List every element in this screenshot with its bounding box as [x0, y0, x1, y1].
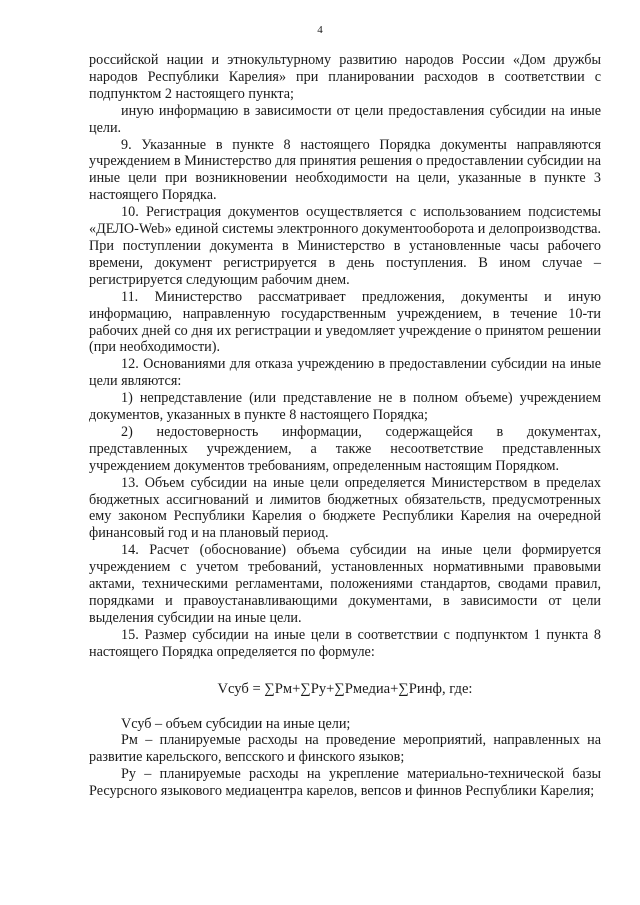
paragraph-item-13: 13. Объем субсидии на иные цели определяется Министерством в пределах бюджетных ассигнований и лимитов бюджетных обязательств, предусмотренных ему законом Республики Карелия о бюджете Республики Карелия на очередной финансовый год и на плановый период.	[89, 474, 601, 542]
paragraph-item-9: 9. Указанные в пункте 8 настоящего Порядка документы направляются учреждением в Министерство для принятия решения о предоставлении субсидии на иные цели при возникновении необходимости на цели, указанные в пункте 3 настоящего Порядка.	[89, 136, 601, 204]
paragraph-item-12: 12. Основаниями для отказа учреждению в предоставлении субсидии на иные цели являются:	[89, 356, 601, 390]
paragraph-item-10: 10. Регистрация документов осуществляется с использованием подсистемы «ДЕЛО-Web» единой системы электронного документооборота и делопроизводства. При поступлении документа в Министерство в установленные часы рабочего времени, документ регистрируется в день поступления. В ином случае – регистрируется следующим рабочим днем.	[89, 204, 601, 288]
definition-rm: Рм – планируемые расходы на проведение мероприятий, направленных на развитие карельского, вепсского и финского языков;	[89, 732, 601, 766]
paragraph: иную информацию в зависимости от цели предоставления субсидии на иные цели.	[89, 102, 601, 136]
paragraph: российской нации и этнокультурному развитию народов России «Дом дружбы народов Республики Карелия» при планировании расходов в соответствии с подпунктом 2 настоящего пункта;	[89, 52, 601, 102]
paragraph-item-11: 11. Министерство рассматривает предложения, документы и иную информацию, направленную государственным учреждением, в течение 10-ти рабочих дней со дня их регистрации и уведомляет учреждение о принятом решении (при необходимости).	[89, 288, 601, 356]
definition-vsub: Vсуб – объем субсидии на иные цели;	[121, 715, 351, 732]
document-body	[89, 52, 601, 800]
formula: Vсуб = ∑Рм+∑Ру+∑Рмедиа+∑Ринф, где:	[217, 680, 473, 697]
paragraph-item-15: 15. Размер субсидии на иные цели в соответствии с подпунктом 1 пункта 8 настоящего Порядка определяется по формуле:	[89, 626, 601, 660]
page-number: 4	[317, 24, 323, 36]
paragraph-item-14: 14. Расчет (обоснование) объема субсидии на иные цели формируется учреждением с учетом требований, установленных нормативными правовыми актами, техническими регламентами, положениями стандартов, сводами правил, порядками и правоустанавливающими документами, в зависимости от цели выделения субсидии на иные цели.	[89, 542, 601, 626]
subitem-2: 2) недостоверность информации, содержащейся в документах, представленных учреждением, а также несоответствие представленных учреждением документов требованиям, определенным настоящим Порядком.	[89, 423, 601, 474]
subitem-1: 1) непредставление (или представление не в полном объеме) учреждением документов, указанных в пункте 8 настоящего Порядка;	[89, 390, 601, 424]
definition-ru: Ру – планируемые расходы на укрепление материально-технической базы Ресурсного языкового медиацентра карелов, вепсов и финнов Республики Карелия;	[89, 766, 601, 800]
